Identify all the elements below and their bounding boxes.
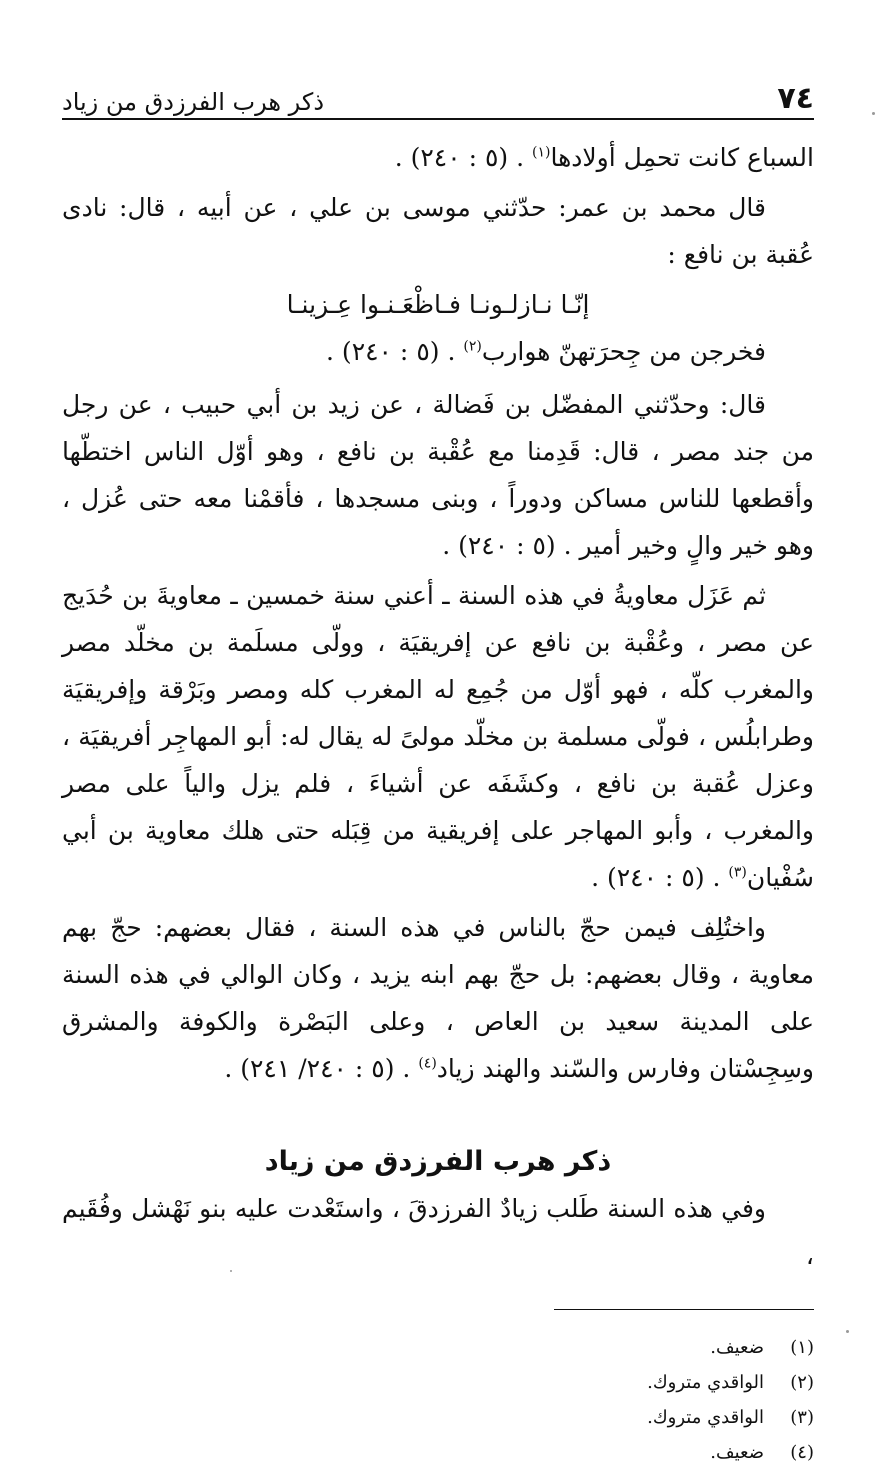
scan-speck [230,1270,232,1272]
footnote-marker: (١) [532,144,551,161]
footnote-text: ضعيف. [710,1442,764,1463]
footnote-text: الواقدي متروك. [647,1372,764,1393]
paragraph: ثم عَزَل معاويةُ في هذه السنة ـ أعني سنة خمسين ـ معاويةَ بن حُدَيج عن مصر ، وعُقْبة بن نافع عن إفريقيَة ، وولّى مسلَمة بن مخلّد مصر والمغرب كلّه ، فهو أوّل من جُمِع له المغرب كله ومصر وبَرْقة وإفريقيَة وطرابلُس ، فولّى مسلمة بن مخلّد مولىً له يقال له: أبو المهاجِر أفريقيَة ، وعزل عُقبة بن نافع ، وكشَفَه عن أشياءَ ، فلم يزل والياً على مصر والمغرب ، وأبو المهاجر على إفريقية من قِبَله حتى هلك معاوية بن أبي سُفْيان$^{(٣)}$ . (٥ : ٢٤٠) . [62,581,814,892]
book-page [62,76,814,1470]
footnote-marker: (٣) [728,864,747,881]
footnote-number: (٣) [790,1407,814,1428]
paragraph: قال محمد بن عمر: حدّثني موسى بن علي ، عن أبيه ، قال: نادى عُقبة بن نافع : [62,193,814,269]
footnote-text: الواقدي متروك. [647,1407,764,1428]
page-header [62,76,814,120]
footnote-number: (٢) [790,1372,814,1393]
footnote-number: (١) [790,1337,814,1358]
footnote-marker: (٢) [463,338,482,355]
footnote [62,1365,814,1400]
footnote [62,1435,814,1470]
running-title: ذكر هرب الفرزدق من زياد [62,88,325,116]
verse-continuation: فخرجن من جِحرَتهنّ هوارب$^{(٢)}$ . (٥ : ٢٤٠) . [326,337,766,366]
footnote-marker: (٤) [418,1055,437,1072]
paragraph: واختُلِف فيمن حجّ بالناس في هذه السنة ، فقال بعضهم: حجّ بهم معاوية ، وقال بعضهم: بل حجّ بهم ابنه يزيد ، وكان الوالي في هذه السنة على المدينة سعيد بن العاص ، وعلى البَصْرة والكوفة والمشرق وسِجِسْتان وفارس والسّند والهند زياد$^{(٤)}$ . (٥ : ٢٤٠/ ٢٤١) . [62,913,814,1083]
paragraph: السباع كانت تحمِل أولادها$^{(١)}$ . (٥ : ٢٤٠) . [394,143,814,172]
page-number: ٧٤ [777,81,814,116]
paragraph: قال: وحدّثني المفضّل بن فَضالة ، عن زيد بن أبي حبيب ، عن رجل من جند مصر ، قال: قَدِمنا مع عُقْبة بن نافع ، وهو أوّل الناس اختطّها وأقطعها للناس مساكن ودوراً ، وبنى مسجدها ، فأقمْنا معه حتى عُزل ، وهو خير والٍ وخير أمير . (٥ : ٢٤٠) . [62,390,814,560]
section-title: ذكر هرب الفرزدق من زياد [264,1146,612,1177]
footnotes [62,1330,814,1470]
footnote-text: ضعيف. [710,1337,764,1358]
section-first-line: وفي هذه السنة طَلب زيادٌ الفرزدقَ ، واستَعْدت عليه بنو نَهْشل وفُقَيم ، [62,1194,814,1270]
page-body [62,134,814,1470]
footnote [62,1400,814,1435]
scan-speck [872,112,875,115]
footnote [62,1330,814,1365]
footnote-divider [554,1309,814,1310]
verse-line: إنّـا نـازلـونـا فـاظْعَـنـوا عِـزينـا [286,290,590,319]
scan-speck [846,1330,849,1333]
footnote-number: (٤) [790,1442,814,1463]
